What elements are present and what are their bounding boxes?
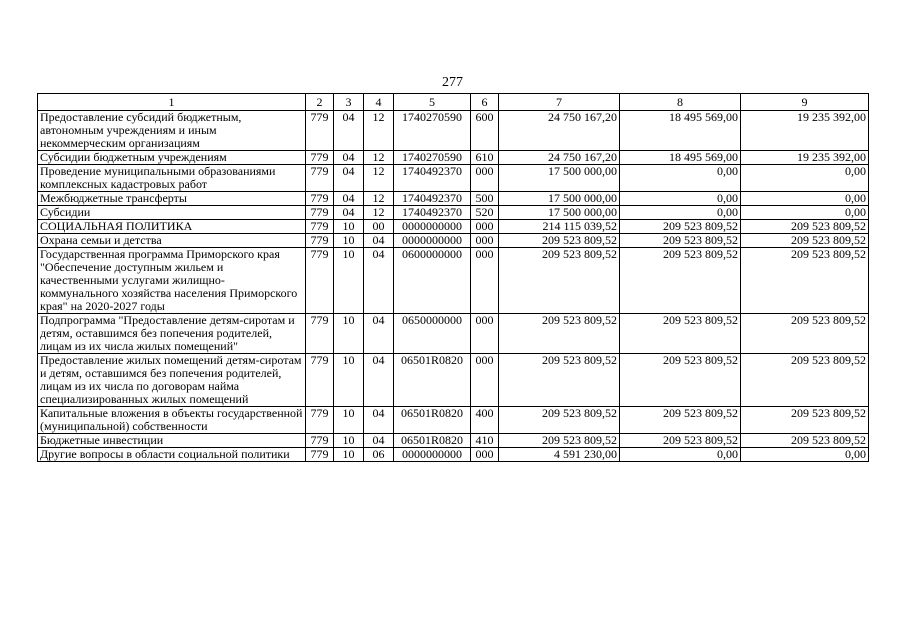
cell-target-article: 0000000000 (394, 234, 471, 248)
table-row (38, 314, 869, 354)
cell-expense-type: 000 (471, 354, 499, 407)
cell-section: 04 (334, 192, 364, 206)
table-row (38, 448, 869, 462)
cell-amount-7: 24 750 167,20 (499, 111, 620, 151)
cell-amount-7: 209 523 809,52 (499, 354, 620, 407)
header-cell-2: 2 (306, 94, 334, 111)
cell-amount-8: 0,00 (620, 165, 741, 192)
cell-target-article: 1740270590 (394, 111, 471, 151)
table-row (38, 192, 869, 206)
table-row (38, 248, 869, 314)
cell-amount-9: 19 235 392,00 (741, 111, 869, 151)
cell-target-article: 1740492370 (394, 206, 471, 220)
cell-ministry: 779 (306, 434, 334, 448)
cell-ministry: 779 (306, 111, 334, 151)
cell-amount-8: 18 495 569,00 (620, 151, 741, 165)
cell-ministry: 779 (306, 206, 334, 220)
row-name: Предоставление жилых помещений детям-сиротам и детям, оставшимся без попечения родителей, лицам из их числа по договорам найма специализированных жилых помещений (38, 354, 306, 407)
cell-ministry: 779 (306, 192, 334, 206)
cell-amount-9: 209 523 809,52 (741, 407, 869, 434)
table-row (38, 165, 869, 192)
cell-subsection: 12 (364, 206, 394, 220)
cell-ministry: 779 (306, 220, 334, 234)
header-cell-7: 7 (499, 94, 620, 111)
cell-expense-type: 000 (471, 220, 499, 234)
header-cell-9: 9 (741, 94, 869, 111)
cell-amount-9: 209 523 809,52 (741, 434, 869, 448)
cell-amount-7: 209 523 809,52 (499, 434, 620, 448)
cell-section: 10 (334, 248, 364, 314)
table-row (38, 206, 869, 220)
cell-ministry: 779 (306, 151, 334, 165)
cell-amount-9: 0,00 (741, 206, 869, 220)
cell-amount-8: 0,00 (620, 206, 741, 220)
cell-amount-9: 0,00 (741, 448, 869, 462)
cell-subsection: 04 (364, 234, 394, 248)
cell-target-article: 1740492370 (394, 165, 471, 192)
cell-expense-type: 500 (471, 192, 499, 206)
cell-target-article: 06501R0820 (394, 434, 471, 448)
cell-expense-type: 600 (471, 111, 499, 151)
row-name: СОЦИАЛЬНАЯ ПОЛИТИКА (38, 220, 306, 234)
cell-amount-7: 214 115 039,52 (499, 220, 620, 234)
row-name: Бюджетные инвестиции (38, 434, 306, 448)
cell-expense-type: 000 (471, 248, 499, 314)
cell-amount-7: 209 523 809,52 (499, 407, 620, 434)
cell-amount-9: 19 235 392,00 (741, 151, 869, 165)
row-name: Другие вопросы в области социальной политики (38, 448, 306, 462)
cell-section: 04 (334, 206, 364, 220)
cell-amount-7: 209 523 809,52 (499, 314, 620, 354)
row-name: Субсидии бюджетным учреждениям (38, 151, 306, 165)
cell-amount-8: 209 523 809,52 (620, 248, 741, 314)
table-row (38, 220, 869, 234)
cell-expense-type: 410 (471, 434, 499, 448)
cell-ministry: 779 (306, 448, 334, 462)
cell-subsection: 06 (364, 448, 394, 462)
cell-amount-8: 209 523 809,52 (620, 314, 741, 354)
cell-section: 04 (334, 151, 364, 165)
cell-subsection: 12 (364, 165, 394, 192)
cell-ministry: 779 (306, 407, 334, 434)
cell-amount-9: 209 523 809,52 (741, 314, 869, 354)
table-row (38, 434, 869, 448)
cell-ministry: 779 (306, 314, 334, 354)
header-cell-3: 3 (334, 94, 364, 111)
cell-amount-7: 24 750 167,20 (499, 151, 620, 165)
budget-table (37, 93, 869, 462)
cell-target-article: 1740270590 (394, 151, 471, 165)
cell-amount-7: 17 500 000,00 (499, 165, 620, 192)
cell-ministry: 779 (306, 234, 334, 248)
cell-section: 10 (334, 354, 364, 407)
cell-subsection: 04 (364, 434, 394, 448)
cell-target-article: 06501R0820 (394, 407, 471, 434)
cell-subsection: 12 (364, 151, 394, 165)
cell-amount-8: 18 495 569,00 (620, 111, 741, 151)
cell-amount-7: 17 500 000,00 (499, 192, 620, 206)
cell-section: 10 (334, 234, 364, 248)
table-row (38, 151, 869, 165)
cell-amount-9: 209 523 809,52 (741, 220, 869, 234)
cell-section: 10 (334, 448, 364, 462)
cell-expense-type: 400 (471, 407, 499, 434)
row-name: Проведение муниципальными образованиями комплексных кадастровых работ (38, 165, 306, 192)
cell-amount-7: 17 500 000,00 (499, 206, 620, 220)
cell-amount-8: 209 523 809,52 (620, 220, 741, 234)
cell-subsection: 04 (364, 314, 394, 354)
cell-subsection: 04 (364, 407, 394, 434)
header-cell-8: 8 (620, 94, 741, 111)
cell-section: 10 (334, 220, 364, 234)
cell-expense-type: 000 (471, 234, 499, 248)
row-name: Государственная программа Приморского края "Обеспечение доступным жильем и качественными услугами жилищно-коммунального хозяйства населения Приморского края" на 2020-2027 годы (38, 248, 306, 314)
cell-amount-9: 0,00 (741, 165, 869, 192)
row-name: Капитальные вложения в объекты государственной (муниципальной) собственности (38, 407, 306, 434)
cell-section: 10 (334, 314, 364, 354)
cell-subsection: 04 (364, 354, 394, 407)
page-number: 277 (442, 75, 463, 90)
row-name: Межбюджетные трансферты (38, 192, 306, 206)
header-cell-6: 6 (471, 94, 499, 111)
cell-subsection: 12 (364, 111, 394, 151)
cell-amount-8: 209 523 809,52 (620, 434, 741, 448)
table-row (38, 407, 869, 434)
cell-amount-9: 209 523 809,52 (741, 354, 869, 407)
header-cell-1: 1 (38, 94, 306, 111)
cell-amount-8: 0,00 (620, 448, 741, 462)
row-name: Предоставление субсидий бюджетным, автономным учреждениям и иным некоммерческим организациям (38, 111, 306, 151)
cell-target-article: 0000000000 (394, 220, 471, 234)
cell-expense-type: 610 (471, 151, 499, 165)
row-name: Субсидии (38, 206, 306, 220)
cell-target-article: 0000000000 (394, 448, 471, 462)
cell-target-article: 1740492370 (394, 192, 471, 206)
cell-ministry: 779 (306, 248, 334, 314)
cell-expense-type: 520 (471, 206, 499, 220)
row-name: Охрана семьи и детства (38, 234, 306, 248)
cell-amount-8: 209 523 809,52 (620, 407, 741, 434)
cell-amount-7: 209 523 809,52 (499, 234, 620, 248)
table-row (38, 111, 869, 151)
cell-ministry: 779 (306, 354, 334, 407)
cell-expense-type: 000 (471, 165, 499, 192)
cell-amount-8: 209 523 809,52 (620, 354, 741, 407)
cell-amount-7: 4 591 230,00 (499, 448, 620, 462)
cell-target-article: 0650000000 (394, 314, 471, 354)
cell-section: 10 (334, 407, 364, 434)
cell-amount-8: 209 523 809,52 (620, 234, 741, 248)
header-cell-5: 5 (394, 94, 471, 111)
header-row (38, 94, 869, 111)
cell-amount-9: 0,00 (741, 192, 869, 206)
table-row (38, 354, 869, 407)
cell-subsection: 12 (364, 192, 394, 206)
cell-target-article: 0600000000 (394, 248, 471, 314)
cell-section: 04 (334, 111, 364, 151)
cell-expense-type: 000 (471, 314, 499, 354)
cell-subsection: 00 (364, 220, 394, 234)
cell-amount-8: 0,00 (620, 192, 741, 206)
cell-section: 04 (334, 165, 364, 192)
cell-amount-9: 209 523 809,52 (741, 248, 869, 314)
cell-expense-type: 000 (471, 448, 499, 462)
cell-amount-9: 209 523 809,52 (741, 234, 869, 248)
cell-subsection: 04 (364, 248, 394, 314)
row-name: Подпрограмма "Предоставление детям-сиротам и детям, оставшимся без попечения родителей, лицам из их числа жилых помещений" (38, 314, 306, 354)
header-cell-4: 4 (364, 94, 394, 111)
cell-amount-7: 209 523 809,52 (499, 248, 620, 314)
cell-section: 10 (334, 434, 364, 448)
table-row (38, 234, 869, 248)
cell-ministry: 779 (306, 165, 334, 192)
cell-target-article: 06501R0820 (394, 354, 471, 407)
